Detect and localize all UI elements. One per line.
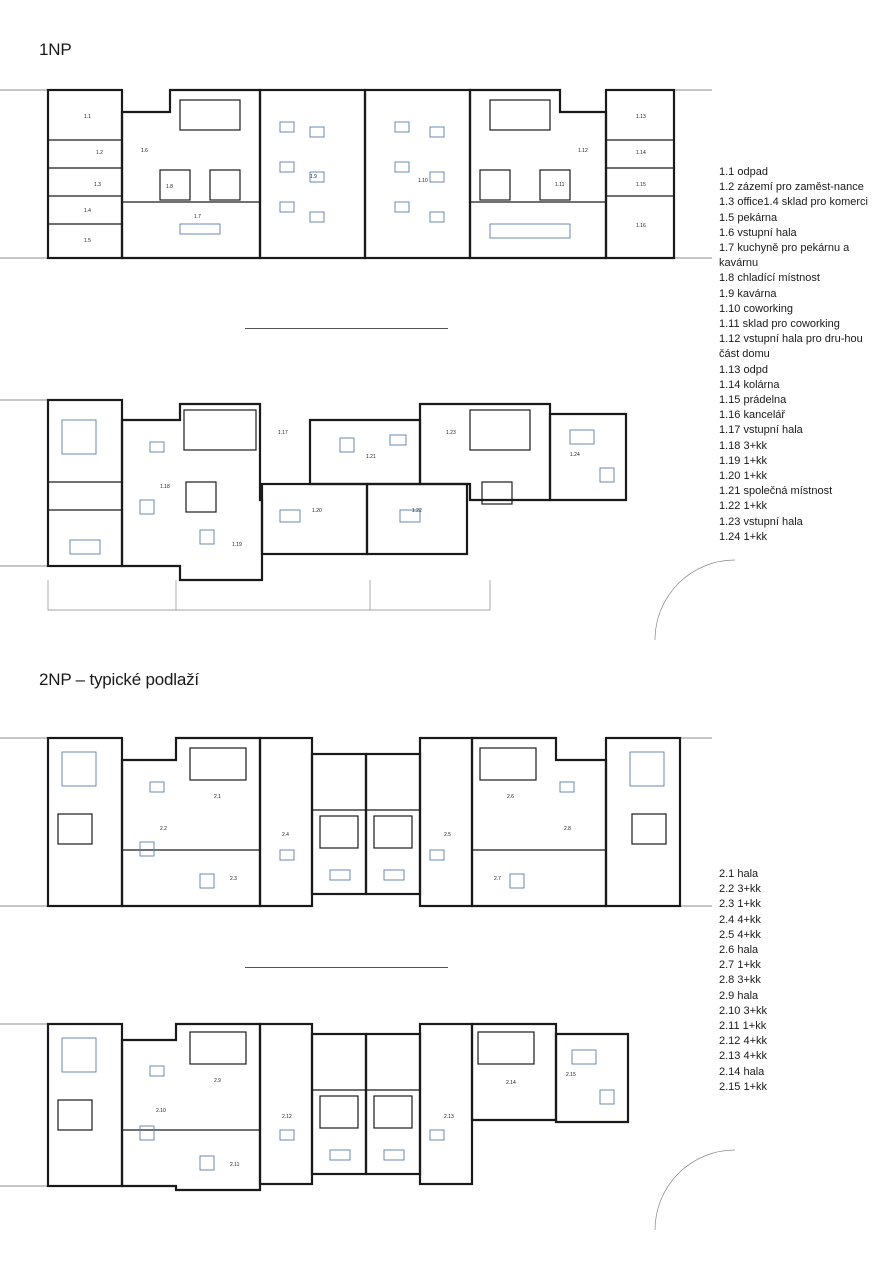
legend-item: 2.7 1+kk <box>719 959 761 972</box>
room-label: 1.4 <box>84 208 91 214</box>
legend-item: 1.7 kuchyně pro pekárnu a kavárnu <box>719 242 850 270</box>
plan-site-lines <box>655 1150 735 1230</box>
legend-item: 1.23 vstupní hala <box>719 515 803 528</box>
legend-item: 2.6 hala <box>719 944 759 957</box>
room-label: 1.13 <box>636 114 646 120</box>
legend-item: 1.14 kolárna <box>719 378 780 391</box>
section-heading-1np: 1NP <box>39 40 72 59</box>
legend-item: 1.12 vstupní hala pro dru-hou část domu <box>719 333 863 361</box>
room-label: 1.9 <box>310 174 317 180</box>
plan-interior-walls <box>58 748 666 850</box>
legend-item: 2.12 4+kk <box>719 1035 768 1048</box>
room-label: 2.14 <box>506 1080 516 1086</box>
legend-item: 1.22 1+kk <box>719 500 768 513</box>
room-label: 1.18 <box>160 484 170 490</box>
legend-item: 1.8 chladící místnost <box>719 272 820 285</box>
legend-item: 1.11 sklad pro coworking <box>719 318 840 331</box>
legend-item: 1.20 1+kk <box>719 470 768 483</box>
plan-divider-1np <box>245 328 448 329</box>
room-label: 1.22 <box>412 508 422 514</box>
room-label: 1.8 <box>166 184 173 190</box>
room-label: 1.2 <box>96 150 103 156</box>
room-label: 1.11 <box>555 182 565 188</box>
room-label: 1.14 <box>636 150 646 156</box>
room-label: 1.7 <box>194 214 201 220</box>
legend-item: 1.17 vstupní hala <box>719 424 803 437</box>
legend-item: 2.13 4+kk <box>719 1050 768 1063</box>
plan-interior-walls <box>48 100 674 224</box>
room-label: 2.9 <box>214 1078 221 1084</box>
plan-divider-2np <box>245 967 448 968</box>
legend-item: 2.2 3+kk <box>719 883 761 896</box>
room-label: 1.21 <box>366 454 376 460</box>
room-label: 2.10 <box>156 1108 166 1114</box>
room-label: 1.17 <box>278 430 288 436</box>
floor-plan-1np-a <box>0 82 894 282</box>
floor-plan-1np-b <box>0 390 894 640</box>
legend-item: 2.8 3+kk <box>719 974 761 987</box>
room-label: 1.1 <box>84 114 91 120</box>
legend-item: 2.9 hala <box>719 989 759 1002</box>
legend-item: 1.3 office1.4 sklad pro komerci <box>719 196 868 209</box>
plan-outline <box>0 738 712 906</box>
legend-item: 1.19 1+kk <box>719 454 768 467</box>
plan-site-lines <box>48 560 735 640</box>
plan-outline <box>0 400 626 580</box>
plan-furniture <box>62 752 664 888</box>
room-label: 1.3 <box>94 182 101 188</box>
legend-item: 1.21 společná místnost <box>719 485 833 498</box>
room-label: 1.10 <box>418 178 428 184</box>
legend-item: 1.1 odpad <box>719 166 768 178</box>
legend-item: 2.11 1+kk <box>719 1020 767 1033</box>
room-label: 1.12 <box>578 148 588 154</box>
legend-item: 2.10 3+kk <box>719 1004 768 1017</box>
room-label: 2.15 <box>566 1072 576 1078</box>
room-label: 1.24 <box>570 452 580 458</box>
room-label: 2.8 <box>564 826 571 832</box>
legend-item: 2.14 hala <box>719 1065 765 1078</box>
room-label: 2.4 <box>282 832 289 838</box>
room-label: 2.12 <box>282 1114 292 1120</box>
room-label: 2.5 <box>444 832 451 838</box>
legend-item: 2.1 hala <box>719 868 759 880</box>
room-label: 2.1 <box>214 794 221 800</box>
room-label: 1.16 <box>636 223 646 229</box>
legend-item: 1.15 prádelna <box>719 394 787 407</box>
plan-interior-walls <box>58 1032 534 1130</box>
plan-furniture <box>180 122 570 238</box>
plan-outline <box>0 90 712 258</box>
legend-item: 2.3 1+kk <box>719 898 761 911</box>
legend-item: 1.24 1+kk <box>719 530 768 543</box>
legend-item: 2.5 4+kk <box>719 928 761 941</box>
room-label: 2.13 <box>444 1114 454 1120</box>
room-label: 1.23 <box>446 430 456 436</box>
plan-furniture <box>62 420 614 554</box>
legend-item: 2.15 1+kk <box>719 1080 768 1093</box>
room-label: 2.11 <box>230 1162 240 1168</box>
room-label: 1.6 <box>141 148 148 154</box>
room-label: 1.19 <box>232 542 242 548</box>
legend-item: 1.9 kavárna <box>719 287 777 300</box>
legend-item: 1.13 odpd <box>719 363 768 376</box>
legend-item: 2.4 4+kk <box>719 913 761 926</box>
plan-interior-walls <box>48 410 530 512</box>
legend-item: 1.16 kancelář <box>719 409 786 422</box>
room-label: 2.6 <box>507 794 514 800</box>
plan-furniture <box>62 1038 614 1170</box>
room-label: 1.15 <box>636 182 646 188</box>
legend-item: 1.18 3+kk <box>719 439 768 452</box>
legend-item: 1.6 vstupní hala <box>719 226 797 239</box>
room-label: 2.3 <box>230 876 237 882</box>
legend-item: 1.5 pekárna <box>719 211 778 224</box>
floor-plan-2np-b <box>0 1010 894 1250</box>
legend-item: 1.10 coworking <box>719 302 793 315</box>
room-label: 2.7 <box>494 876 501 882</box>
legend-item: 1.2 zázemí pro zaměst-nance <box>719 181 864 194</box>
section-heading-2np: 2NP – typické podlaží <box>39 670 199 689</box>
floor-plan-2np-a <box>0 730 894 920</box>
room-label: 1.5 <box>84 238 91 244</box>
room-label: 2.2 <box>160 826 167 832</box>
room-label: 1.20 <box>312 508 322 514</box>
